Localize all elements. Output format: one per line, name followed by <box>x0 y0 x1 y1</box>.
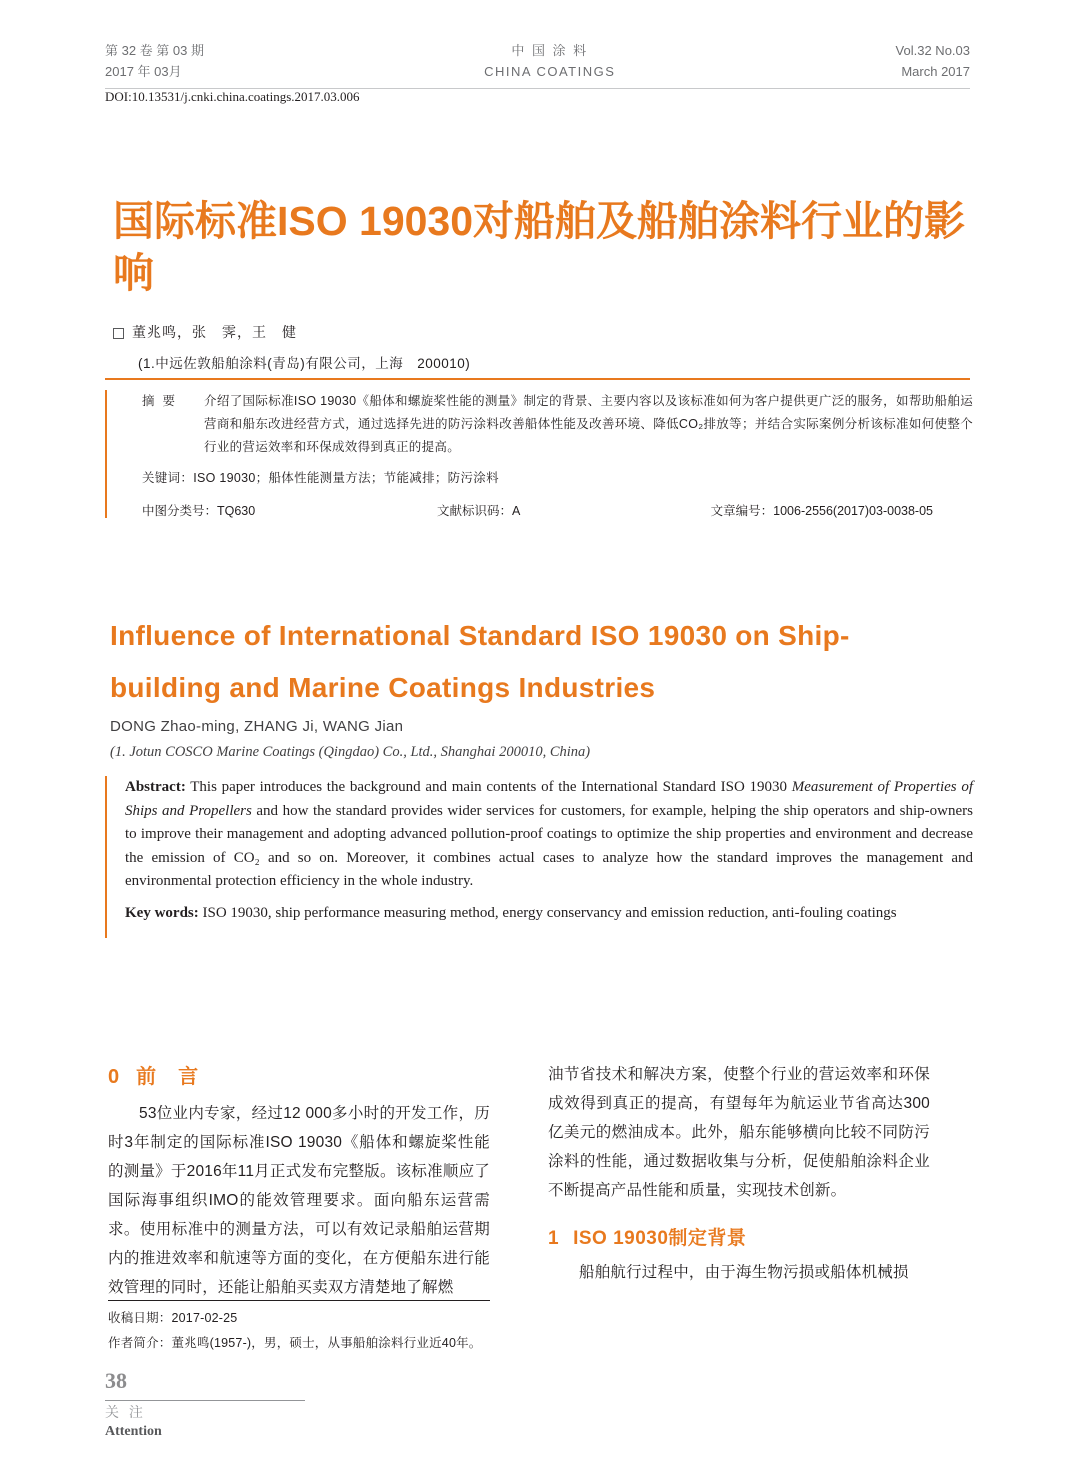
abstract-block-en <box>105 776 973 925</box>
abstract-en <box>125 776 973 894</box>
date-cn: 2017 年 03月 <box>105 64 182 79</box>
body-column-right <box>548 1060 930 1287</box>
affiliation-cn: (1.中远佐敦船舶涂料(青岛)有限公司，上海 200010) <box>138 356 471 371</box>
page-number: 38 <box>105 1368 127 1393</box>
keywords-cn <box>142 467 973 489</box>
page-title-en: Influence of International Standard ISO 19030 on Ship-building and Marine Coatings Industries <box>110 620 850 703</box>
footnotes <box>108 1306 508 1356</box>
section-heading-1 <box>548 1223 930 1250</box>
abstract-row-cn <box>142 390 973 459</box>
journal-name-cn: 中 国 涂 料 <box>511 43 589 58</box>
section-number-1: 1 <box>548 1228 560 1249</box>
authors-cn <box>113 322 297 342</box>
keywords-en <box>125 902 973 926</box>
title-divider <box>105 378 970 380</box>
doi-line: DOI:10.13531/j.cnki.china.coatings.2017.03.006 <box>105 89 360 104</box>
affiliation-en: (1. Jotun COSCO Marine Coatings (Qingdao) Co., Ltd., Shanghai 200010, China) <box>110 744 591 760</box>
keywords-text-cn: ISO 19030；船体性能测量方法；节能减排；防污涂料 <box>193 471 499 485</box>
keywords-label-en: Key words: <box>125 904 199 921</box>
page-title-cn: 国际标准ISO 19030对船舶及船舶涂料行业的影响 <box>113 198 966 296</box>
section-title-0: 前 言 <box>136 1066 200 1088</box>
abstract-en-italic-title: Measurement of Properties of Ships and Propellers <box>125 779 973 819</box>
bullet-square-icon <box>113 328 124 339</box>
volume-cn: 第 32 卷 第 03 期 <box>105 43 204 58</box>
abstract-text-cn: 介绍了国际标准ISO 19030《船体和螺旋桨性能的测量》制定的背景、主要内容以及该标准如何为客户提供更广泛的服务，如帮助船舶运营商和船东改进经营方式，通过选择先进的防污涂料改善船体性能及改善环境、降低CO₂排放等；并结合实际案例分析该标准如何使整个行业的营运效率和环保成效得到真正的提高。 <box>204 394 973 454</box>
running-head-left <box>105 40 204 82</box>
abstract-en-part1: This paper introduces the background and main contents of the International Standard ISO 19030 <box>185 779 792 795</box>
article-id: 文章编号：1006-2556(2017)03-0038-05 <box>710 504 933 518</box>
section-name-cn: 关 注 <box>105 1404 146 1420</box>
footer-divider <box>105 1400 305 1401</box>
section-number-0: 0 <box>108 1066 121 1088</box>
date-en: March 2017 <box>901 64 970 79</box>
classification-row <box>142 501 973 519</box>
author-bio: 作者简介：董兆鸣(1957-)，男，硕士，从事船舶涂料行业近40年。 <box>108 1336 482 1350</box>
abstract-accent-bar-en <box>105 776 107 938</box>
running-head <box>105 40 970 82</box>
section-heading-0 <box>108 1060 490 1089</box>
body-column-left <box>108 1060 490 1302</box>
abstract-label-en: Abstract: <box>125 779 186 795</box>
paragraph-intro-cont: 油节省技术和解决方案，使整个行业的营运效率和环保成效得到真正的提高，有望每年为航运业节省高达300亿美元的燃油成本。此外，船东能够横向比较不同防污涂料的性能，通过数据收集与分析，促使船舶涂料企业不断提高产品性能和质量，实现技术创新。 <box>548 1066 930 1199</box>
volume-en: Vol.32 No.03 <box>895 43 970 58</box>
abstract-block-cn <box>105 390 973 519</box>
section-name-en: Attention <box>105 1424 162 1439</box>
received-date: 收稿日期：2017-02-25 <box>108 1311 238 1325</box>
footnote-divider <box>108 1300 490 1301</box>
document-code: 文献标识码：A <box>437 504 521 518</box>
keywords-text-en: ISO 19030, ship performance measuring method, energy conservancy and emission reduction, anti-fouling coatings <box>198 904 897 921</box>
abstract-label-cn: 摘要 <box>142 394 184 408</box>
paragraph-intro: 53位业内专家，经过12 000多小时的开发工作，历时3年制定的国际标准ISO 19030《船体和螺旋桨性能的测量》于2016年11月正式发布完整版。该标准顺应了国际海事组织IMO的能效管理要求。面向船东运营需求。使用标准中的测量方法，可以有效记录船舶运营期内的推进效率和航速等方面的变化，在方便船东进行能效管理的同时，还能让船舶买卖双方清楚地了解燃 <box>108 1105 490 1296</box>
authors-cn-label: 董兆鸣，张 霁，王 健 <box>132 324 297 340</box>
section-title-1: ISO 19030制定背景 <box>573 1228 747 1249</box>
abstract-en-part2: and how the standard provides wider services for customers, for example, helping the ship operators and ship-owners to improve their management and adopting advanced pollution-proof coatings to optimize the ship properties and environment and decrease the emission of CO₂ and so on. Moreover, it combines actual cases to analyze how the standard improves the management and environmental protection efficiency in the whole industry. <box>125 802 973 889</box>
running-head-right <box>896 40 970 82</box>
authors-en: DONG Zhao-ming, ZHANG Ji, WANG Jian <box>110 718 404 735</box>
abstract-accent-bar-cn <box>105 390 107 518</box>
running-head-center <box>484 40 615 82</box>
journal-name-en: CHINA COATINGS <box>484 64 616 79</box>
keywords-label-cn: 关键词： <box>142 471 194 485</box>
clc-number: 中图分类号：TQ630 <box>142 504 256 518</box>
paragraph-section1: 船舶航行过程中，由于海生物污损或船体机械损 <box>579 1264 909 1281</box>
